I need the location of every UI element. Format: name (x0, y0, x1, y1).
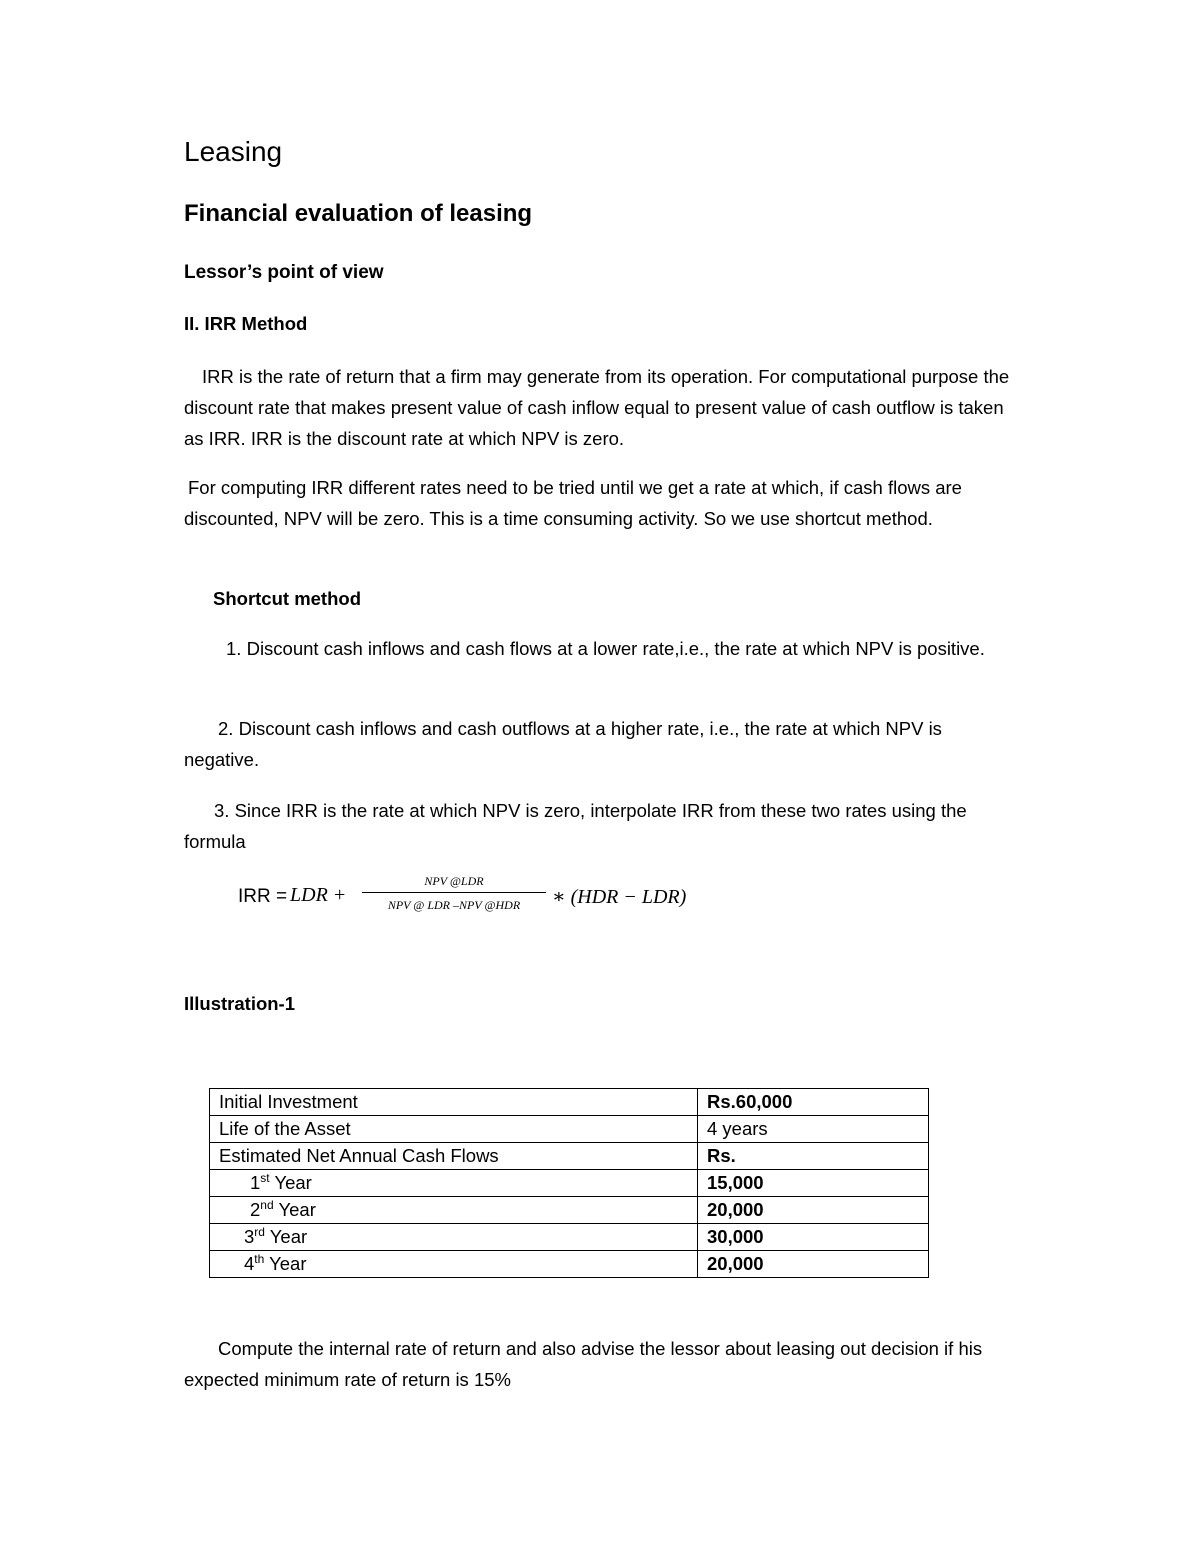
table-cell-value: 30,000 (698, 1224, 929, 1251)
year-number: 1 (250, 1172, 261, 1193)
table-cell-label (210, 1170, 698, 1197)
step-text: Discount cash inflows and cash outflows at a higher rate, i.e., the rate at which NPV is negative. (184, 718, 942, 770)
step-2 (184, 713, 1019, 775)
year-word: Year (269, 1253, 307, 1274)
ordinal-suffix: nd (260, 1198, 274, 1212)
table-cell-value: 20,000 (698, 1197, 929, 1224)
table-row (210, 1116, 929, 1143)
question-paragraph: Compute the internal rate of return and also advise the lessor about leasing out decision if his expected minimum rate of return is 15% (184, 1338, 983, 1390)
table-row (210, 1143, 929, 1170)
step-text: Since IRR is the rate at which NPV is zero, interpolate IRR from these two rates using the formula (184, 800, 967, 852)
formula-numerator: NPV @LDR (362, 872, 546, 893)
year-word: Year (278, 1199, 316, 1220)
shortcut-heading: Shortcut method (213, 588, 361, 609)
page-subtitle: Financial evaluation of leasing (184, 200, 533, 227)
table-cell-value: 15,000 (698, 1170, 929, 1197)
illustration-table (209, 1088, 929, 1278)
table-cell-label (210, 1251, 698, 1278)
table-cell-value: 4 years (698, 1116, 929, 1143)
year-word: Year (269, 1226, 308, 1247)
year-number: 3 (244, 1226, 255, 1247)
step-text: Discount cash inflows and cash flows at a lower rate,i.e., the rate at which NPV is positive. (246, 638, 985, 659)
table-row (210, 1170, 929, 1197)
illustration-heading: Illustration-1 (184, 993, 296, 1014)
table-cell-label: Life of the Asset (210, 1116, 698, 1143)
table-cell-label: Initial Investment (210, 1089, 698, 1116)
ordinal-suffix: th (254, 1252, 265, 1266)
table-cell-label (210, 1224, 698, 1251)
table-cell-label (210, 1197, 698, 1224)
table-cell-value: Rs.60,000 (698, 1089, 929, 1116)
intro-paragraph: IRR is the rate of return that a firm may generate from its operation. For computational purpose the discount rate that makes present value of cash inflow equal to present value of cash outflow is taken as IRR. IRR is the discount rate at which NPV is zero. (184, 366, 1010, 449)
formula-fraction (362, 872, 546, 914)
table-row (210, 1089, 929, 1116)
year-number: 4 (244, 1253, 255, 1274)
table-cell-value: Rs. (698, 1143, 929, 1170)
table-row (210, 1197, 929, 1224)
ordinal-suffix: st (260, 1171, 270, 1185)
year-word: Year (274, 1172, 312, 1193)
page-title: Leasing (184, 136, 283, 167)
step-number: 3. (214, 800, 230, 821)
formula-tail: ∗ (HDR − LDR) (552, 886, 687, 908)
step-number: 2. (218, 718, 234, 739)
formula-lhs: IRR = (238, 886, 288, 907)
method-heading: II. IRR Method (184, 313, 308, 334)
ordinal-suffix: rd (254, 1225, 265, 1239)
table-row (210, 1251, 929, 1278)
step-1 (184, 633, 1019, 664)
year-number: 2 (250, 1199, 261, 1220)
table-cell-value: 20,000 (698, 1251, 929, 1278)
computing-paragraph: For computing IRR different rates need to be tried until we get a rate at which, if cash flows are discounted, NPV will be zero. This is a time consuming activity. So we use shortcut method. (184, 477, 962, 529)
step-3 (184, 795, 1019, 857)
table-row (210, 1224, 929, 1251)
formula-term1: LDR + (290, 884, 347, 906)
step-number: 1. (226, 638, 242, 659)
table-cell-label: Estimated Net Annual Cash Flows (210, 1143, 698, 1170)
formula-denominator: NPV @ LDR –NPV @HDR (387, 898, 521, 912)
section-heading: Lessor’s point of view (184, 262, 384, 283)
